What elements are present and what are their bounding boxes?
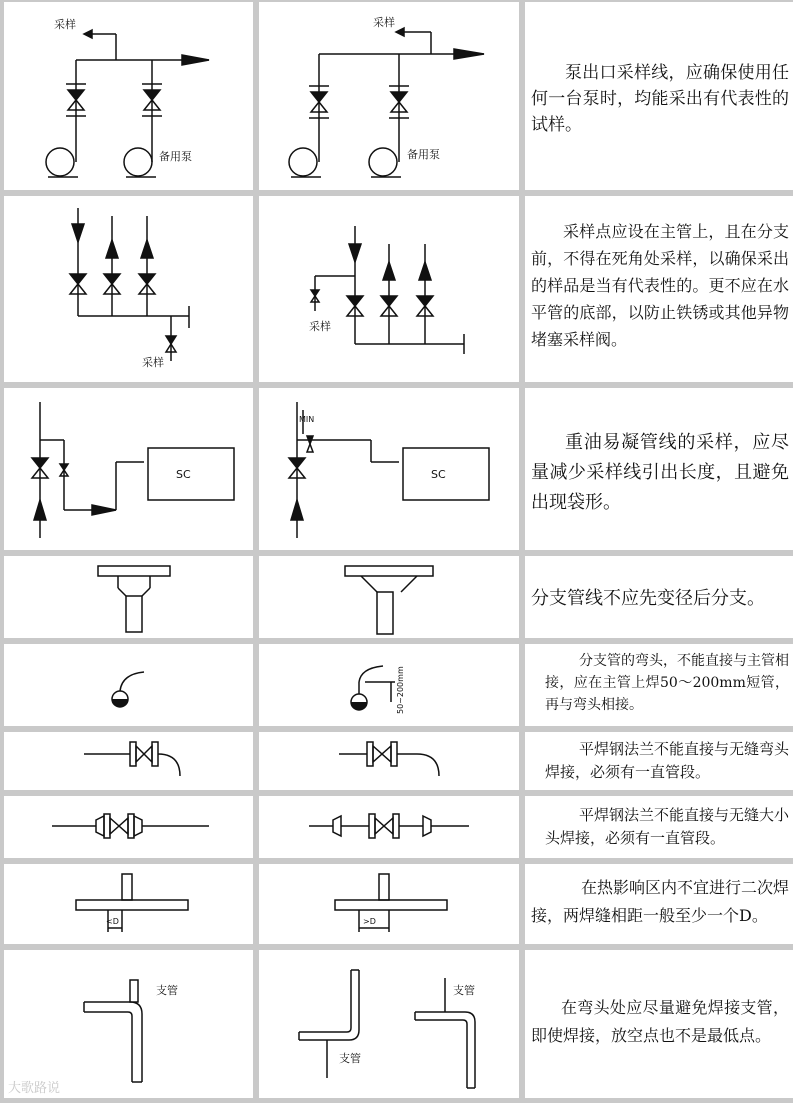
sample-label: 采样 xyxy=(142,356,164,369)
row7-note xyxy=(525,796,793,858)
pump-sampling-wrong xyxy=(4,2,253,190)
row5-note xyxy=(525,644,793,726)
sample-label: 采样 xyxy=(309,320,331,333)
flange-elbow-right xyxy=(259,732,519,790)
flange-reducer-wrong xyxy=(4,796,253,858)
row1-note xyxy=(525,2,793,190)
branch-elbow-wrong xyxy=(4,644,253,726)
dimension-label: 50~200mm xyxy=(396,666,405,714)
row8-note xyxy=(525,864,793,944)
sc-box-label: SC xyxy=(176,468,191,481)
row7-wrong-diagram xyxy=(4,796,253,858)
note-text: 平焊钢法兰不能直接与无缝弯头焊接，必须有一直管段。 xyxy=(545,740,790,781)
note-text: 重油易凝管线的采样，应尽量减少采样线引出长度，且避免出现袋形。 xyxy=(531,432,789,513)
branch-elbow-right xyxy=(259,644,519,726)
flange-elbow-wrong xyxy=(4,732,253,790)
distance-label: >D xyxy=(363,917,376,926)
row1-wrong-diagram xyxy=(4,2,253,190)
row4-note xyxy=(525,556,793,638)
row2-right-diagram xyxy=(259,196,519,382)
note-text: 分支管线不应先变径后分支。 xyxy=(531,588,765,609)
flange-reducer-right xyxy=(259,796,519,858)
row2-wrong-diagram xyxy=(4,196,253,382)
note-text: 在弯头处应尽量避免焊接支管，即使焊接，放空点也不是最低点。 xyxy=(531,998,789,1045)
heat-zone-wrong xyxy=(4,864,253,944)
row8-wrong-diagram xyxy=(4,864,253,944)
branch-label: 支管 xyxy=(156,984,178,997)
row2-note xyxy=(525,196,793,382)
distance-label: <D xyxy=(106,917,119,926)
sample-point-wrong xyxy=(4,196,253,382)
row6-note xyxy=(525,732,793,790)
note-text: 采样点应设在主管上，且在分支前，不得在死角处采样，以确保采出的样品是当有代表性的。更不应在水平管的底部，以防止铁锈或其他异物堵塞采样阀。 xyxy=(531,222,789,349)
row3-note xyxy=(525,388,793,550)
row9-right-diagram xyxy=(259,950,519,1098)
standby-pump-label: 备用泵 xyxy=(159,150,192,163)
branch-label: 支管 xyxy=(339,1052,361,1065)
heat-zone-right xyxy=(259,864,519,944)
row3-wrong-diagram xyxy=(4,388,253,550)
note-text: 泵出口采样线，应确保使用任何一台泵时，均能采出有代表性的试样。 xyxy=(531,63,789,135)
row3-right-diagram xyxy=(259,388,519,550)
reducer-branch-right xyxy=(259,556,519,638)
row4-wrong-diagram xyxy=(4,556,253,638)
note-text: 分支管的弯头，不能直接与主管相接，应在主管上焊50～200mm短管，再与弯头相接。 xyxy=(545,653,789,713)
row8-right-diagram xyxy=(259,864,519,944)
pump-sampling-right xyxy=(259,2,519,190)
row9-wrong-diagram xyxy=(4,950,253,1098)
sc-box-label: SC xyxy=(431,468,446,481)
row1-right-diagram xyxy=(259,2,519,190)
row5-wrong-diagram xyxy=(4,644,253,726)
row6-right-diagram xyxy=(259,732,519,790)
note-text: 在热影响区内不宜进行二次焊接，两焊缝相距一般至少一个D。 xyxy=(531,878,790,925)
elbow-branch-right xyxy=(259,950,519,1098)
row7-right-diagram xyxy=(259,796,519,858)
elbow-branch-wrong xyxy=(4,950,253,1098)
note-text: 平焊钢法兰不能直接与无缝大小头焊接，必须有一直管段。 xyxy=(545,806,790,847)
standby-pump-label: 备用泵 xyxy=(407,148,440,161)
row5-right-diagram xyxy=(259,644,519,726)
reducer-branch-wrong xyxy=(4,556,253,638)
row9-note xyxy=(525,950,793,1098)
watermark: 大歌路说 xyxy=(8,1081,61,1096)
heavy-oil-sampling-wrong xyxy=(4,388,253,550)
sample-label: 采样 xyxy=(54,18,76,31)
heavy-oil-sampling-right xyxy=(259,388,519,550)
sample-label: 采样 xyxy=(373,16,395,29)
row4-right-diagram xyxy=(259,556,519,638)
row6-wrong-diagram xyxy=(4,732,253,790)
branch-label: 支管 xyxy=(453,984,475,997)
min-label: MIN xyxy=(299,415,315,424)
sample-point-right xyxy=(259,196,519,382)
